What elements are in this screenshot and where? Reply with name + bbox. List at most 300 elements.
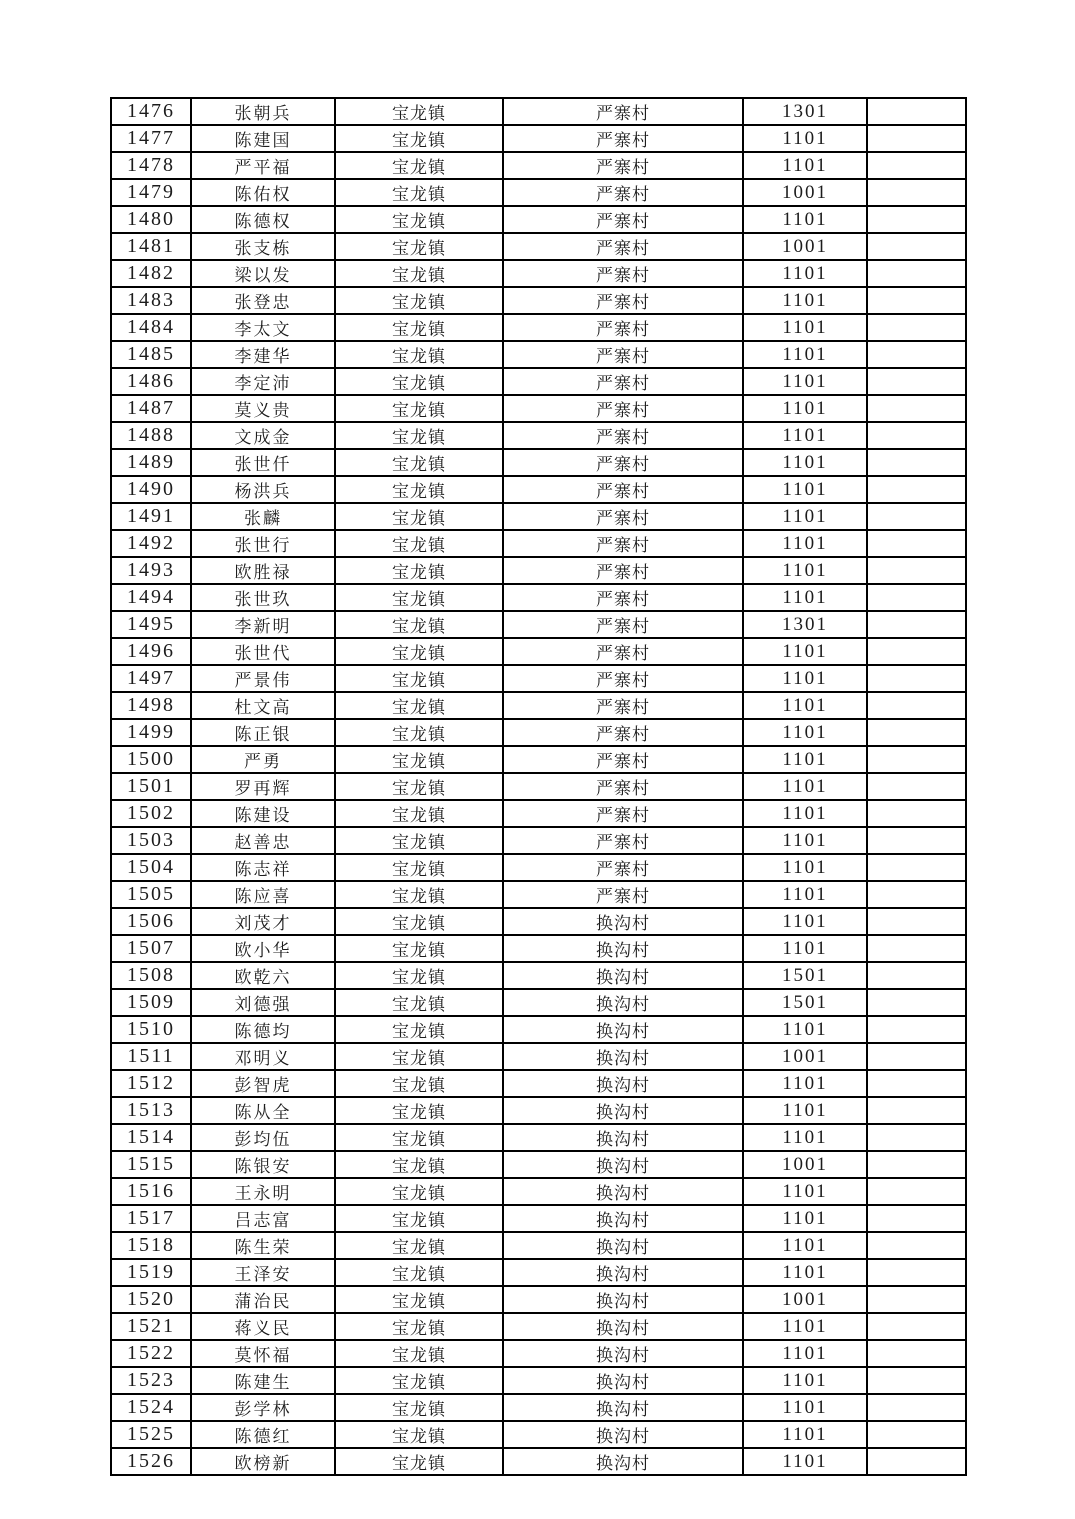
- table-row: [111, 746, 966, 773]
- table-row: [111, 260, 966, 287]
- village-cell: 严寨村: [503, 854, 743, 881]
- town-cell: 宝龙镇: [335, 1394, 503, 1421]
- code-cell: 1101: [743, 1232, 867, 1259]
- code-cell: 1101: [743, 800, 867, 827]
- table-row: [111, 827, 966, 854]
- remark-cell: [867, 1016, 966, 1043]
- village-cell: 严寨村: [503, 800, 743, 827]
- table-row: [111, 1124, 966, 1151]
- remark-cell: [867, 1151, 966, 1178]
- name-cell: 张世行: [191, 530, 335, 557]
- village-cell: 严寨村: [503, 287, 743, 314]
- table-row: [111, 125, 966, 152]
- name-cell: 赵善忠: [191, 827, 335, 854]
- code-cell: 1101: [743, 368, 867, 395]
- village-cell: 严寨村: [503, 341, 743, 368]
- table-row: [111, 152, 966, 179]
- code-cell: 1101: [743, 530, 867, 557]
- serial-cell: 1508: [111, 962, 191, 989]
- remark-cell: [867, 854, 966, 881]
- name-cell: 张世玖: [191, 584, 335, 611]
- serial-cell: 1519: [111, 1259, 191, 1286]
- town-cell: 宝龙镇: [335, 557, 503, 584]
- serial-cell: 1496: [111, 638, 191, 665]
- table-row: [111, 989, 966, 1016]
- table-row: [111, 1367, 966, 1394]
- remark-cell: [867, 152, 966, 179]
- code-cell: 1501: [743, 989, 867, 1016]
- code-cell: 1101: [743, 1340, 867, 1367]
- name-cell: 罗再辉: [191, 773, 335, 800]
- code-cell: 1001: [743, 1043, 867, 1070]
- town-cell: 宝龙镇: [335, 962, 503, 989]
- serial-cell: 1491: [111, 503, 191, 530]
- name-cell: 邓明义: [191, 1043, 335, 1070]
- code-cell: 1101: [743, 341, 867, 368]
- serial-cell: 1503: [111, 827, 191, 854]
- town-cell: 宝龙镇: [335, 260, 503, 287]
- serial-cell: 1487: [111, 395, 191, 422]
- serial-cell: 1520: [111, 1286, 191, 1313]
- table-row: [111, 1259, 966, 1286]
- serial-cell: 1514: [111, 1124, 191, 1151]
- serial-cell: 1488: [111, 422, 191, 449]
- serial-cell: 1490: [111, 476, 191, 503]
- village-cell: 严寨村: [503, 233, 743, 260]
- remark-cell: [867, 935, 966, 962]
- code-cell: 1101: [743, 287, 867, 314]
- name-cell: 严平福: [191, 152, 335, 179]
- serial-cell: 1498: [111, 692, 191, 719]
- serial-cell: 1509: [111, 989, 191, 1016]
- village-cell: 换沟村: [503, 1313, 743, 1340]
- serial-cell: 1523: [111, 1367, 191, 1394]
- name-cell: 李太文: [191, 314, 335, 341]
- name-cell: 张朝兵: [191, 98, 335, 125]
- serial-cell: 1492: [111, 530, 191, 557]
- serial-cell: 1486: [111, 368, 191, 395]
- name-cell: 莫怀福: [191, 1340, 335, 1367]
- town-cell: 宝龙镇: [335, 854, 503, 881]
- town-cell: 宝龙镇: [335, 773, 503, 800]
- village-cell: 换沟村: [503, 1178, 743, 1205]
- serial-cell: 1489: [111, 449, 191, 476]
- village-cell: 严寨村: [503, 692, 743, 719]
- table-row: [111, 1394, 966, 1421]
- town-cell: 宝龙镇: [335, 665, 503, 692]
- village-cell: 严寨村: [503, 746, 743, 773]
- table-row: [111, 1448, 966, 1475]
- table-row: [111, 1151, 966, 1178]
- serial-cell: 1515: [111, 1151, 191, 1178]
- serial-cell: 1479: [111, 179, 191, 206]
- village-cell: 换沟村: [503, 1043, 743, 1070]
- town-cell: 宝龙镇: [335, 1313, 503, 1340]
- village-cell: 换沟村: [503, 908, 743, 935]
- name-cell: 刘茂才: [191, 908, 335, 935]
- code-cell: 1101: [743, 638, 867, 665]
- serial-cell: 1482: [111, 260, 191, 287]
- name-cell: 莫义贵: [191, 395, 335, 422]
- town-cell: 宝龙镇: [335, 179, 503, 206]
- village-cell: 严寨村: [503, 557, 743, 584]
- serial-cell: 1512: [111, 1070, 191, 1097]
- table-row: [111, 962, 966, 989]
- name-cell: 陈正银: [191, 719, 335, 746]
- name-cell: 杨洪兵: [191, 476, 335, 503]
- name-cell: 张世代: [191, 638, 335, 665]
- remark-cell: [867, 206, 966, 233]
- remark-cell: [867, 1232, 966, 1259]
- name-cell: 杜文高: [191, 692, 335, 719]
- name-cell: 张麟: [191, 503, 335, 530]
- code-cell: 1101: [743, 557, 867, 584]
- remark-cell: [867, 1394, 966, 1421]
- serial-cell: 1524: [111, 1394, 191, 1421]
- code-cell: 1101: [743, 476, 867, 503]
- table-row: [111, 584, 966, 611]
- table-row: [111, 908, 966, 935]
- village-cell: 严寨村: [503, 773, 743, 800]
- remark-cell: [867, 1367, 966, 1394]
- serial-cell: 1494: [111, 584, 191, 611]
- table-row: [111, 935, 966, 962]
- remark-cell: [867, 746, 966, 773]
- remark-cell: [867, 314, 966, 341]
- name-cell: 彭智虎: [191, 1070, 335, 1097]
- serial-cell: 1497: [111, 665, 191, 692]
- serial-cell: 1480: [111, 206, 191, 233]
- town-cell: 宝龙镇: [335, 1070, 503, 1097]
- roster-table: [110, 97, 967, 1476]
- name-cell: 严勇: [191, 746, 335, 773]
- roster-table-body: [111, 98, 966, 1475]
- table-row: [111, 449, 966, 476]
- code-cell: 1101: [743, 1448, 867, 1475]
- town-cell: 宝龙镇: [335, 1205, 503, 1232]
- name-cell: 严景伟: [191, 665, 335, 692]
- code-cell: 1101: [743, 584, 867, 611]
- code-cell: 1101: [743, 1016, 867, 1043]
- table-row: [111, 1070, 966, 1097]
- table-row: [111, 719, 966, 746]
- village-cell: 严寨村: [503, 179, 743, 206]
- town-cell: 宝龙镇: [335, 476, 503, 503]
- code-cell: 1101: [743, 773, 867, 800]
- name-cell: 王泽安: [191, 1259, 335, 1286]
- town-cell: 宝龙镇: [335, 1232, 503, 1259]
- table-row: [111, 422, 966, 449]
- name-cell: 文成金: [191, 422, 335, 449]
- serial-cell: 1521: [111, 1313, 191, 1340]
- town-cell: 宝龙镇: [335, 206, 503, 233]
- serial-cell: 1504: [111, 854, 191, 881]
- town-cell: 宝龙镇: [335, 881, 503, 908]
- remark-cell: [867, 449, 966, 476]
- town-cell: 宝龙镇: [335, 1097, 503, 1124]
- name-cell: 欧胜禄: [191, 557, 335, 584]
- town-cell: 宝龙镇: [335, 1259, 503, 1286]
- town-cell: 宝龙镇: [335, 395, 503, 422]
- name-cell: 陈应喜: [191, 881, 335, 908]
- table-row: [111, 341, 966, 368]
- table-row: [111, 1340, 966, 1367]
- table-row: [111, 611, 966, 638]
- serial-cell: 1526: [111, 1448, 191, 1475]
- code-cell: 1301: [743, 611, 867, 638]
- town-cell: 宝龙镇: [335, 98, 503, 125]
- remark-cell: [867, 962, 966, 989]
- name-cell: 陈建设: [191, 800, 335, 827]
- serial-cell: 1501: [111, 773, 191, 800]
- table-row: [111, 854, 966, 881]
- village-cell: 严寨村: [503, 206, 743, 233]
- town-cell: 宝龙镇: [335, 1367, 503, 1394]
- remark-cell: [867, 1178, 966, 1205]
- town-cell: 宝龙镇: [335, 152, 503, 179]
- remark-cell: [867, 476, 966, 503]
- code-cell: 1101: [743, 1394, 867, 1421]
- code-cell: 1101: [743, 503, 867, 530]
- table-row: [111, 476, 966, 503]
- table-row: [111, 665, 966, 692]
- table-row: [111, 800, 966, 827]
- table-row: [111, 1421, 966, 1448]
- remark-cell: [867, 638, 966, 665]
- town-cell: 宝龙镇: [335, 638, 503, 665]
- code-cell: 1101: [743, 449, 867, 476]
- town-cell: 宝龙镇: [335, 422, 503, 449]
- code-cell: 1101: [743, 395, 867, 422]
- village-cell: 严寨村: [503, 719, 743, 746]
- remark-cell: [867, 125, 966, 152]
- serial-cell: 1513: [111, 1097, 191, 1124]
- remark-cell: [867, 1421, 966, 1448]
- serial-cell: 1516: [111, 1178, 191, 1205]
- name-cell: 吕志富: [191, 1205, 335, 1232]
- village-cell: 换沟村: [503, 1448, 743, 1475]
- town-cell: 宝龙镇: [335, 449, 503, 476]
- village-cell: 换沟村: [503, 1151, 743, 1178]
- serial-cell: 1505: [111, 881, 191, 908]
- village-cell: 换沟村: [503, 1097, 743, 1124]
- village-cell: 严寨村: [503, 476, 743, 503]
- remark-cell: [867, 611, 966, 638]
- table-row: [111, 530, 966, 557]
- table-row: [111, 1097, 966, 1124]
- village-cell: 严寨村: [503, 395, 743, 422]
- town-cell: 宝龙镇: [335, 1043, 503, 1070]
- serial-cell: 1502: [111, 800, 191, 827]
- town-cell: 宝龙镇: [335, 530, 503, 557]
- name-cell: 陈建生: [191, 1367, 335, 1394]
- remark-cell: [867, 719, 966, 746]
- serial-cell: 1525: [111, 1421, 191, 1448]
- village-cell: 严寨村: [503, 638, 743, 665]
- table-row: [111, 179, 966, 206]
- code-cell: 1101: [743, 881, 867, 908]
- table-row: [111, 1205, 966, 1232]
- name-cell: 张支栋: [191, 233, 335, 260]
- name-cell: 欧小华: [191, 935, 335, 962]
- table-row: [111, 881, 966, 908]
- serial-cell: 1493: [111, 557, 191, 584]
- town-cell: 宝龙镇: [335, 800, 503, 827]
- serial-cell: 1495: [111, 611, 191, 638]
- code-cell: 1301: [743, 98, 867, 125]
- table-row: [111, 638, 966, 665]
- remark-cell: [867, 557, 966, 584]
- name-cell: 蒋义民: [191, 1313, 335, 1340]
- code-cell: 1101: [743, 125, 867, 152]
- town-cell: 宝龙镇: [335, 584, 503, 611]
- name-cell: 刘德强: [191, 989, 335, 1016]
- village-cell: 换沟村: [503, 962, 743, 989]
- code-cell: 1101: [743, 1259, 867, 1286]
- village-cell: 严寨村: [503, 503, 743, 530]
- name-cell: 李新明: [191, 611, 335, 638]
- remark-cell: [867, 908, 966, 935]
- table-row: [111, 1286, 966, 1313]
- remark-cell: [867, 1313, 966, 1340]
- remark-cell: [867, 1124, 966, 1151]
- remark-cell: [867, 341, 966, 368]
- village-cell: 换沟村: [503, 1259, 743, 1286]
- name-cell: 欧乾六: [191, 962, 335, 989]
- remark-cell: [867, 368, 966, 395]
- remark-cell: [867, 989, 966, 1016]
- remark-cell: [867, 1097, 966, 1124]
- name-cell: 李定沛: [191, 368, 335, 395]
- remark-cell: [867, 395, 966, 422]
- table-row: [111, 1178, 966, 1205]
- code-cell: 1101: [743, 1313, 867, 1340]
- village-cell: 严寨村: [503, 368, 743, 395]
- serial-cell: 1500: [111, 746, 191, 773]
- table-row: [111, 1016, 966, 1043]
- village-cell: 严寨村: [503, 611, 743, 638]
- remark-cell: [867, 287, 966, 314]
- village-cell: 换沟村: [503, 1205, 743, 1232]
- village-cell: 换沟村: [503, 1016, 743, 1043]
- table-row: [111, 1232, 966, 1259]
- remark-cell: [867, 1340, 966, 1367]
- remark-cell: [867, 1043, 966, 1070]
- town-cell: 宝龙镇: [335, 1421, 503, 1448]
- remark-cell: [867, 179, 966, 206]
- town-cell: 宝龙镇: [335, 1124, 503, 1151]
- town-cell: 宝龙镇: [335, 1016, 503, 1043]
- village-cell: 换沟村: [503, 1286, 743, 1313]
- serial-cell: 1478: [111, 152, 191, 179]
- table-row: [111, 233, 966, 260]
- town-cell: 宝龙镇: [335, 692, 503, 719]
- name-cell: 陈德均: [191, 1016, 335, 1043]
- code-cell: 1101: [743, 854, 867, 881]
- remark-cell: [867, 233, 966, 260]
- remark-cell: [867, 1448, 966, 1475]
- town-cell: 宝龙镇: [335, 1178, 503, 1205]
- serial-cell: 1506: [111, 908, 191, 935]
- town-cell: 宝龙镇: [335, 341, 503, 368]
- town-cell: 宝龙镇: [335, 611, 503, 638]
- serial-cell: 1476: [111, 98, 191, 125]
- table-row: [111, 1313, 966, 1340]
- village-cell: 严寨村: [503, 827, 743, 854]
- remark-cell: [867, 800, 966, 827]
- town-cell: 宝龙镇: [335, 1340, 503, 1367]
- village-cell: 换沟村: [503, 1421, 743, 1448]
- village-cell: 换沟村: [503, 1394, 743, 1421]
- remark-cell: [867, 827, 966, 854]
- serial-cell: 1485: [111, 341, 191, 368]
- remark-cell: [867, 422, 966, 449]
- code-cell: 1101: [743, 206, 867, 233]
- remark-cell: [867, 530, 966, 557]
- table-row: [111, 692, 966, 719]
- code-cell: 1101: [743, 1178, 867, 1205]
- code-cell: 1101: [743, 1421, 867, 1448]
- remark-cell: [867, 503, 966, 530]
- code-cell: 1501: [743, 962, 867, 989]
- code-cell: 1001: [743, 233, 867, 260]
- table-row: [111, 287, 966, 314]
- name-cell: 彭学林: [191, 1394, 335, 1421]
- code-cell: 1101: [743, 1367, 867, 1394]
- town-cell: 宝龙镇: [335, 989, 503, 1016]
- code-cell: 1101: [743, 719, 867, 746]
- name-cell: 陈银安: [191, 1151, 335, 1178]
- village-cell: 严寨村: [503, 530, 743, 557]
- village-cell: 换沟村: [503, 1232, 743, 1259]
- village-cell: 换沟村: [503, 1124, 743, 1151]
- code-cell: 1101: [743, 665, 867, 692]
- code-cell: 1101: [743, 1205, 867, 1232]
- village-cell: 严寨村: [503, 584, 743, 611]
- remark-cell: [867, 1259, 966, 1286]
- serial-cell: 1518: [111, 1232, 191, 1259]
- remark-cell: [867, 773, 966, 800]
- serial-cell: 1511: [111, 1043, 191, 1070]
- town-cell: 宝龙镇: [335, 287, 503, 314]
- serial-cell: 1484: [111, 314, 191, 341]
- code-cell: 1101: [743, 692, 867, 719]
- remark-cell: [867, 692, 966, 719]
- table-row: [111, 503, 966, 530]
- name-cell: 陈佑权: [191, 179, 335, 206]
- village-cell: 严寨村: [503, 125, 743, 152]
- town-cell: 宝龙镇: [335, 1448, 503, 1475]
- town-cell: 宝龙镇: [335, 503, 503, 530]
- town-cell: 宝龙镇: [335, 719, 503, 746]
- code-cell: 1101: [743, 908, 867, 935]
- name-cell: 陈建国: [191, 125, 335, 152]
- village-cell: 严寨村: [503, 665, 743, 692]
- village-cell: 严寨村: [503, 260, 743, 287]
- town-cell: 宝龙镇: [335, 935, 503, 962]
- code-cell: 1001: [743, 179, 867, 206]
- village-cell: 换沟村: [503, 1340, 743, 1367]
- remark-cell: [867, 665, 966, 692]
- serial-cell: 1481: [111, 233, 191, 260]
- table-row: [111, 368, 966, 395]
- village-cell: 换沟村: [503, 1367, 743, 1394]
- village-cell: 严寨村: [503, 314, 743, 341]
- code-cell: 1001: [743, 1151, 867, 1178]
- name-cell: 梁以发: [191, 260, 335, 287]
- name-cell: 陈志祥: [191, 854, 335, 881]
- table-row: [111, 557, 966, 584]
